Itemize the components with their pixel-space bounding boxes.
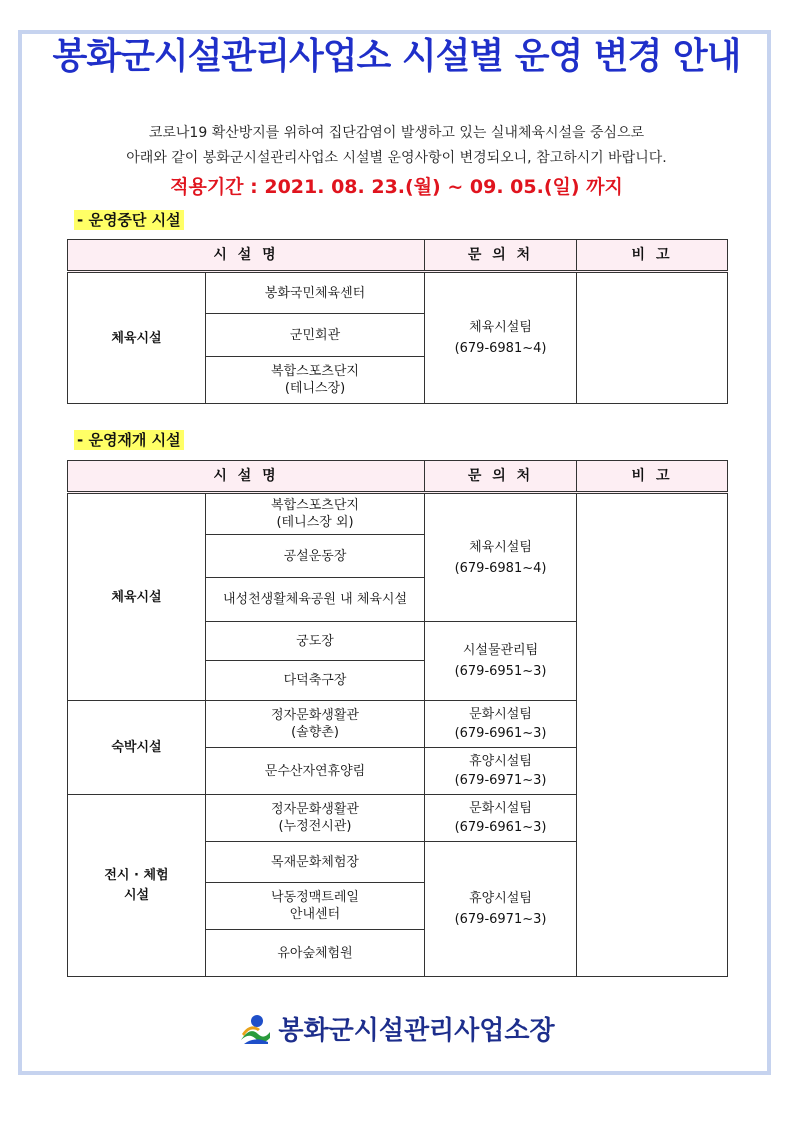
- category-cell: 전시 · 체험 시설: [68, 795, 206, 977]
- intro-line-1: 코로나19 확산방지를 위하여 집단감염이 발생하고 있는 실내체육시설을 중심으로: [148, 125, 645, 141]
- footer-logo: [0, 1010, 793, 1047]
- header-facility: 시 설 명: [68, 461, 425, 493]
- facility-cell: 문수산자연휴양림: [206, 748, 425, 795]
- contact-cell: [425, 493, 577, 622]
- contact-cell: [425, 622, 577, 701]
- note-cell: [577, 272, 728, 404]
- category-cell: 체육시설: [68, 272, 206, 404]
- intro-line-2: 아래와 같이 봉화군시설관리사업소 시설별 운영사항이 변경되오니, 참고하시기 바랍니다.: [126, 150, 667, 166]
- contact-phone: (679-6971~3): [454, 773, 547, 788]
- facility-cell: 궁도장: [206, 622, 425, 661]
- category-cell: 체육시설: [68, 493, 206, 701]
- facility-cell: 봉화국민체육센터: [206, 272, 425, 314]
- facility-cell: 내성천생활체육공원 내 체육시설: [206, 578, 425, 622]
- section-heading-suspended: - 운영중단 시설: [74, 210, 184, 230]
- contact-team: 체육시설팀: [469, 539, 532, 555]
- contact-cell: [425, 842, 577, 977]
- application-period: 적용기간 : 2021. 08. 23.(월) ~ 09. 05.(일) 까지: [170, 176, 623, 198]
- contact-team: 휴양시설팀: [469, 754, 532, 769]
- facility-cell: 목재문화체험장: [206, 842, 425, 883]
- contact-phone: (679-6971~3): [454, 912, 547, 927]
- facility-cell: 다덕축구장: [206, 661, 425, 701]
- header-note: 비 고: [577, 240, 728, 272]
- logo-text: 봉화군시설관리사업소장: [278, 1016, 555, 1046]
- suspended-table: [67, 239, 728, 404]
- contact-cell: [425, 795, 577, 842]
- contact-cell: [425, 748, 577, 795]
- contact-team: 시설물관리팀: [462, 643, 539, 658]
- contact-phone: (679-6981~4): [454, 341, 547, 356]
- contact-phone: (679-6981~4): [454, 560, 547, 576]
- facility-cell: 정자문화생활관 (누정전시관): [206, 795, 425, 842]
- facility-cell: 복합스포츠단지 (테니스장): [206, 357, 425, 404]
- section-heading-resumed: - 운영재개 시설: [74, 430, 184, 450]
- facility-cell: 유아숲체험원: [206, 930, 425, 977]
- contact-phone: (679-6961~3): [454, 726, 547, 741]
- contact-phone: (679-6951~3): [454, 664, 547, 679]
- facility-cell: 복합스포츠단지 (테니스장 외): [206, 493, 425, 535]
- contact-team: 체육시설팀: [469, 320, 532, 335]
- category-cell: 숙박시설: [68, 701, 206, 795]
- header-contact: 문 의 처: [425, 461, 577, 493]
- facility-cell: 낙동정맥트레일 안내센터: [206, 883, 425, 930]
- contact-cell: [425, 272, 577, 404]
- header-note: 비 고: [577, 461, 728, 493]
- contact-team: 문화시설팀: [469, 801, 532, 816]
- contact-cell: [425, 701, 577, 748]
- header-contact: 문 의 처: [425, 240, 577, 272]
- page-title: 봉화군시설관리사업소 시설별 운영 변경 안내: [52, 36, 741, 77]
- facility-cell: 정자문화생활관 (솔향촌): [206, 701, 425, 748]
- contact-team: 휴양시설팀: [469, 891, 532, 906]
- note-cell: [577, 493, 728, 977]
- contact-phone: (679-6961~3): [454, 820, 547, 835]
- bonghwa-emblem-icon: [238, 1012, 272, 1046]
- contact-team: 문화시설팀: [469, 707, 532, 722]
- facility-cell: 공설운동장: [206, 535, 425, 578]
- resumed-table: [67, 460, 728, 977]
- header-facility: 시 설 명: [68, 240, 425, 272]
- facility-cell: 군민회관: [206, 314, 425, 357]
